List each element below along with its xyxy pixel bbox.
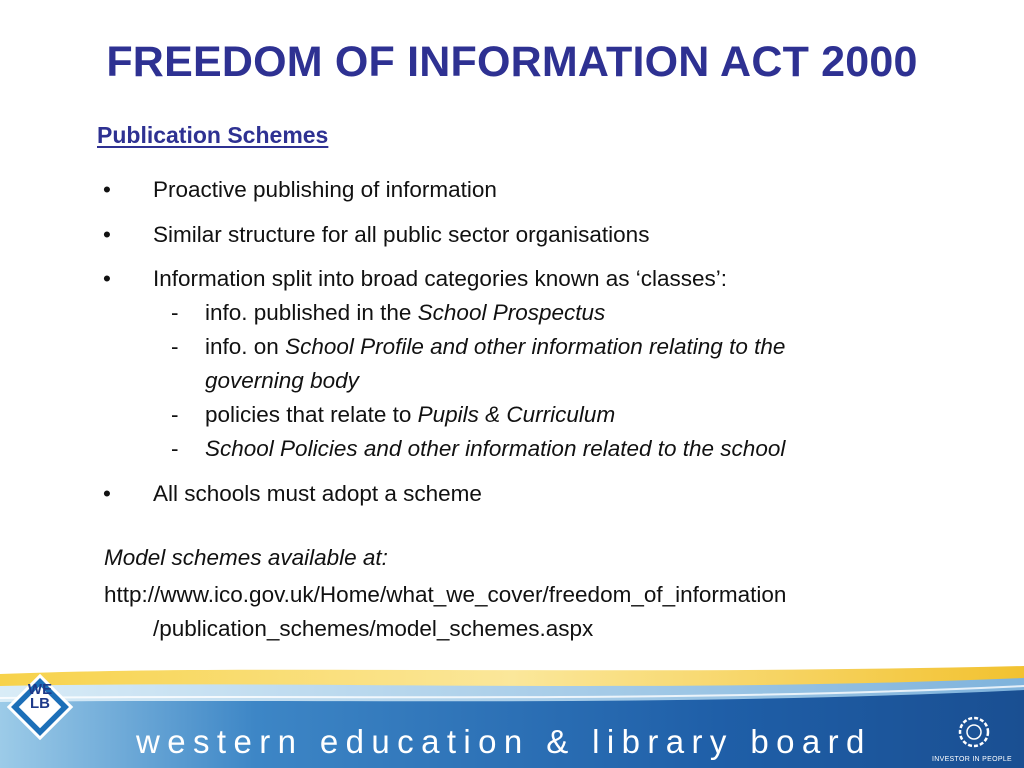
bullet-symbol: • — [103, 222, 111, 247]
sub-item-text — [205, 330, 785, 364]
sub-item-text — [205, 296, 605, 330]
logo-text-top: WE — [27, 681, 53, 698]
slide-title: FREEDOM OF INFORMATION ACT 2000 — [106, 38, 918, 86]
org-name: western education & library board — [136, 723, 872, 760]
sub-item-prefix: info. on — [205, 334, 286, 359]
model-schemes-label: Model schemes available at: — [104, 545, 388, 570]
dash-symbol: - — [171, 436, 179, 461]
sub-item-italic: School Prospectus — [417, 300, 606, 325]
sub-item-italic: School Profile and other information relating to the — [285, 334, 786, 359]
bullet-symbol: • — [103, 177, 111, 202]
investor-badge-text: INVESTOR IN PEOPLE — [932, 756, 1012, 763]
bullet-text: Proactive publishing of information — [153, 177, 497, 202]
scheme-url-line-1[interactable]: http://www.ico.gov.uk/Home/what_we_cover/freedom_of_information — [104, 582, 787, 607]
sub-item-prefix: policies that relate to — [205, 402, 418, 427]
bullet-symbol: • — [103, 266, 111, 291]
scheme-url-line-2[interactable]: /publication_schemes/model_schemes.aspx — [153, 616, 594, 641]
dash-symbol: - — [171, 334, 179, 359]
dash-symbol: - — [171, 402, 179, 427]
section-heading: Publication Schemes — [97, 122, 329, 148]
dash-symbol: - — [171, 300, 179, 325]
sub-item-italic: governing body — [205, 368, 359, 393]
bullet-text: Information split into broad categories known as ‘classes’: — [153, 266, 728, 291]
sub-item-italic: School Policies and other information related to the school — [205, 436, 786, 461]
bullet-text: All schools must adopt a scheme — [153, 481, 482, 506]
sub-item-text — [205, 432, 785, 466]
welb-logo-text — [16, 683, 64, 711]
sub-item-text — [205, 398, 615, 432]
bullet-symbol: • — [103, 481, 111, 506]
sub-item-prefix: info. published in the — [205, 300, 418, 325]
bullet-text: Similar structure for all public sector organisations — [153, 222, 650, 247]
sub-item-italic: Pupils & Curriculum — [417, 402, 616, 427]
logo-text-bottom: LB — [30, 695, 50, 712]
